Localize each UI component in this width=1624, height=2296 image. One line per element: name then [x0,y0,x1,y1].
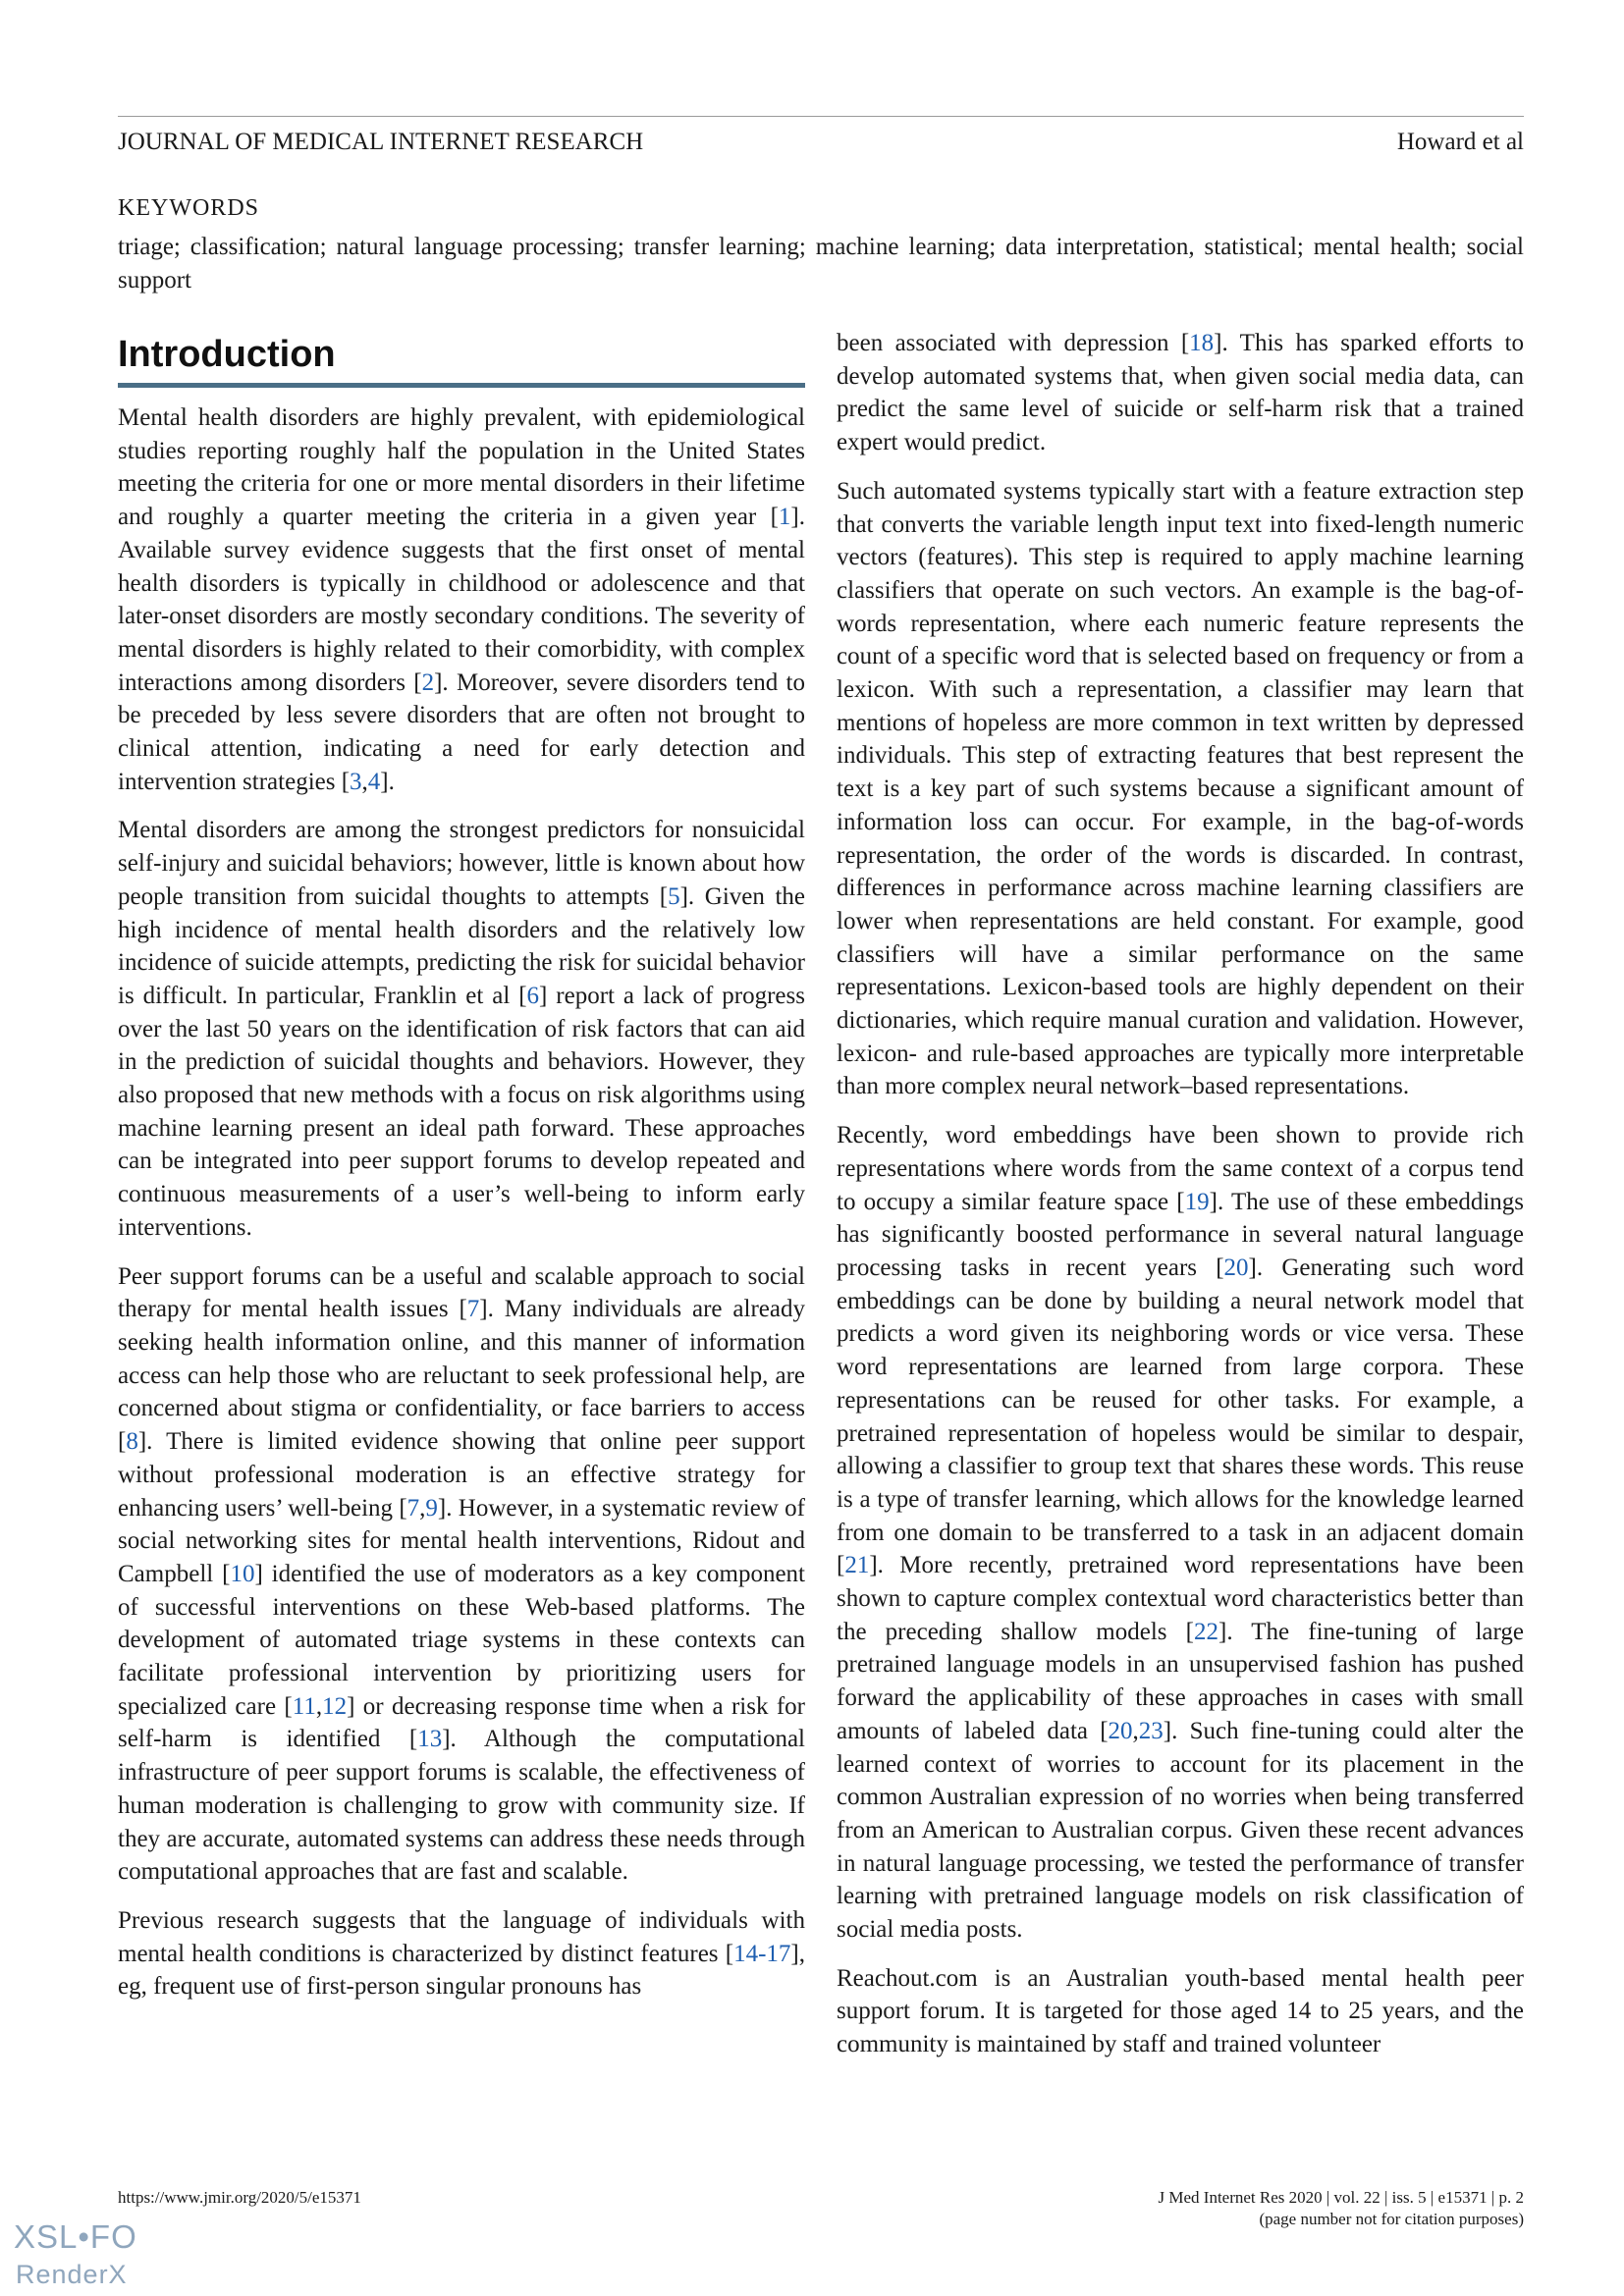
citation-link[interactable]: 21 [844,1552,870,1579]
footer-citation-block [1159,2187,1524,2230]
citation-link[interactable]: 6 [526,982,540,1009]
citation-link[interactable]: 10 [230,1560,255,1587]
journal-name: JOURNAL OF MEDICAL INTERNET RESEARCH [118,129,644,155]
paragraph-text: ]. There is limited evidence showing that online peer support without professional moderation is an effective strategy for enhancing users’ well-being [ [118,1428,805,1522]
paragraph-text: ]. [380,768,395,795]
citation-link[interactable]: 20 [1108,1717,1133,1744]
citation-link[interactable]: 12 [322,1692,348,1720]
paragraph [118,401,805,798]
citation-link[interactable]: 11 [292,1692,316,1720]
citation-link[interactable]: 14-17 [733,1940,791,1967]
right-column [837,327,1524,2077]
paragraph-text: ]. This has sparked efforts to develop automated systems that, when given social media data, can predict the same level of suicide or self-harm risk that a trained expert would predict. [837,330,1524,456]
paragraph-text: Previous research suggests that the language of individuals with mental health conditions is characterized by distinct features [ [118,1906,805,1967]
paragraph-text: ]. The use of these embeddings has significantly boosted performance in several natural language processing tasks in recent years [ [837,1188,1524,1281]
paragraph-text: ]. Given the high incidence of mental health disorders and the relatively low incidence of suicide attempts, predicting the risk for suicidal behavior is difficult. In particular, Franklin et al [ [118,882,805,1009]
paragraph-text: ]. More recently, pretrained word representations have been shown to capture complex contextual word characteristics better than the preceding shallow models [ [837,1552,1524,1645]
citation-link[interactable]: 3 [350,768,362,795]
paragraph-text: ] or decreasing response time when a risk for self-harm is identified [ [118,1692,805,1753]
citation-link[interactable]: 2 [421,668,435,696]
paragraph-text: ]. Many individuals are already seeking health information online, and this manner of information access can help those who are reluctant to seek professional help, are concerned about stigma or confidentiality, or face barriers to access [ [118,1296,805,1456]
paragraph [837,1962,1524,2061]
citation-link[interactable]: 13 [417,1726,443,1753]
author-running-head: Howard et al [1396,129,1524,155]
citation-link[interactable]: 18 [1189,330,1215,356]
keywords-list: triage; classification; natural language processing; transfer learning; machine learning; data interpretation, statistical; mental health; social support [118,234,1524,294]
paragraph [837,1119,1524,1947]
citation-link[interactable]: 23 [1138,1717,1164,1744]
paragraph-text: ]. However, in a systematic review of social networking sites for mental health interventions, Ridout and Campbell [ [118,1494,805,1587]
citation-link[interactable]: 1 [778,504,791,531]
citation-link[interactable]: 22 [1194,1618,1218,1645]
paragraph-text: ] identified the use of moderators as a key component of successful interventions on these Web-based platforms. The development of automated triage systems in these contexts can facilitate professional intervention by prioritizing users for specialized care [ [118,1560,806,1720]
paragraph-text: ]. Generating such word embeddings can be done by building a neural network model that predicts a word given its neighboring words or vice versa. These word representations are learned from large corpora. These representations can be reused for other tasks. For example, a pretrained representation of hopeless would be similar to despair, allowing a classifier to group text that shares these words. This reuse is a type of transfer learning, which allows for the knowledge learned from one domain to be transferred to a task in an adjacent domain [ [837,1254,1525,1579]
paragraph-text: Peer support forums can be a useful and scalable approach to social therapy for mental health issues [ [118,1262,805,1323]
footer-citation: J Med Internet Res 2020 | vol. 22 | iss. 5 | e15371 | p. 2 [1158,2188,1524,2207]
citation-link[interactable]: 7 [406,1494,420,1522]
citation-link[interactable]: 7 [466,1296,480,1323]
paragraph-text: ]. Available survey evidence suggests that the first onset of mental health disorders is typically in childhood or adolescence and that later-onset disorders are mostly secondary conditions. The severity of mental disorders is highly related to their comorbidity, with complex interactions among disorders [ [118,504,805,696]
paragraph-text: , [361,768,368,795]
paragraph-text: ] report a lack of progress over the last 50 years on the identification of risk factors that can aid in the prediction of suicidal thoughts and behaviors. However, they also proposed that new methods with a focus on risk algorithms using machine learning present an ideal path forward. These approaches can be integrated into peer support forums to develop repeated and continuous measurements of a user’s well-being to inform early interventions. [118,982,805,1241]
citation-link[interactable]: 20 [1223,1254,1249,1281]
footer-url[interactable]: https://www.jmir.org/2020/5/e15371 [118,2188,361,2207]
paragraph-text: Mental disorders are among the strongest predictors for nonsuicidal self-injury and suicidal behaviors; however, little is known about how people transition from suicidal thoughts to attempts [ [118,817,805,910]
paragraph-text: Mental health disorders are highly prevalent, with epidemiological studies reporting roughly half the population in the United States meeting the criteria for one or more mental disorders in their lifetime and roughly a quarter meeting the criteria in a given year [ [118,404,805,531]
paragraph-text: ]. Moreover, severe disorders tend to be preceded by less severe disorders that are often not brought to clinical attention, indicating a need for early detection and intervention strategies [ [118,668,805,795]
paragraph-text: , [1132,1717,1139,1744]
keywords-heading: KEYWORDS [118,195,259,221]
citation-link[interactable]: 9 [425,1494,438,1522]
footer-note: (page number not for citation purposes) [1259,2210,1524,2228]
paragraph-text: ]. Such fine-tuning could alter the learned context of worries to account for its placement in the common Australian expression of no worries when being transferred from an American to Australian corpus. Given these recent advances in natural language processing, we tested the performance of transfer learning with pretrained language models on risk classification of social media posts. [837,1717,1525,1944]
paragraph [118,1904,805,2003]
paragraph-text: , [315,1692,323,1720]
paragraph-text: Recently, word embeddings have been shown to provide rich representations where words from the same context of a corpus tend to occupy a similar feature space [ [837,1122,1524,1215]
paragraph [837,475,1524,1103]
xslfo-logo: XSL•FO [14,2218,137,2255]
paragraph [118,814,805,1244]
paragraph [118,1260,805,1889]
page-header [118,116,1524,159]
paragraph-text: , [419,1494,426,1522]
paragraph-text: ], eg, frequent use of first-person singular pronouns has [118,1940,805,2001]
paragraph [837,327,1524,459]
left-column [118,332,805,2019]
paragraph-text: Reachout.com is an Australian youth-based mental health peer support forum. It is targeted for those aged 14 to 25 years, and the community is maintained by staff and trained volunteer [837,1964,1524,2058]
citation-link[interactable]: 5 [668,882,680,910]
paragraph-text: been associated with depression [ [837,330,1190,356]
citation-link[interactable]: 4 [367,768,381,795]
section-title-introduction: Introduction [118,332,805,388]
citation-link[interactable]: 8 [126,1428,138,1456]
paragraph-text: Such automated systems typically start with a feature extraction step that converts the variable length input text into fixed-length numeric vectors (features). This step is required to apply machine learning classifiers that operate on such vectors. An example is the bag-of-words representation, where each numeric feature represents the count of a specific word that is selected based on frequency or from a lexicon. With such a representation, a classifier may learn that mentions of hopeless are more common in text written by depressed individuals. This step of extracting features that best represent the text is a key part of such systems because a significant amount of information loss can occur. For example, in the bag-of-words representation, the order of the words is discarded. In contrast, differences in performance across machine learning classifiers are lower when representations are held constant. For example, good classifiers will have a similar performance on the same representations. Lexicon-based tools are highly dependent on their dictionaries, which require manual curation and validation. However, lexicon- and rule-based approaches are typically more interpretable than more complex neural network–based representations. [837,477,1524,1100]
renderx-logo: RenderX [16,2260,128,2289]
citation-link[interactable]: 19 [1184,1188,1210,1215]
paragraph-text: ]. Although the computational infrastructure of peer support forums is scalable, the effectiveness of human moderation is challenging to grow with community size. If they are accurate, automated systems can address these needs through computational approaches that are fast and scalable. [118,1726,806,1886]
paragraph-text: ]. The fine-tuning of large pretrained language models in an unsupervised fashion has pushed forward the applicability of these approaches in cases with small amounts of labeled data [ [837,1618,1524,1744]
